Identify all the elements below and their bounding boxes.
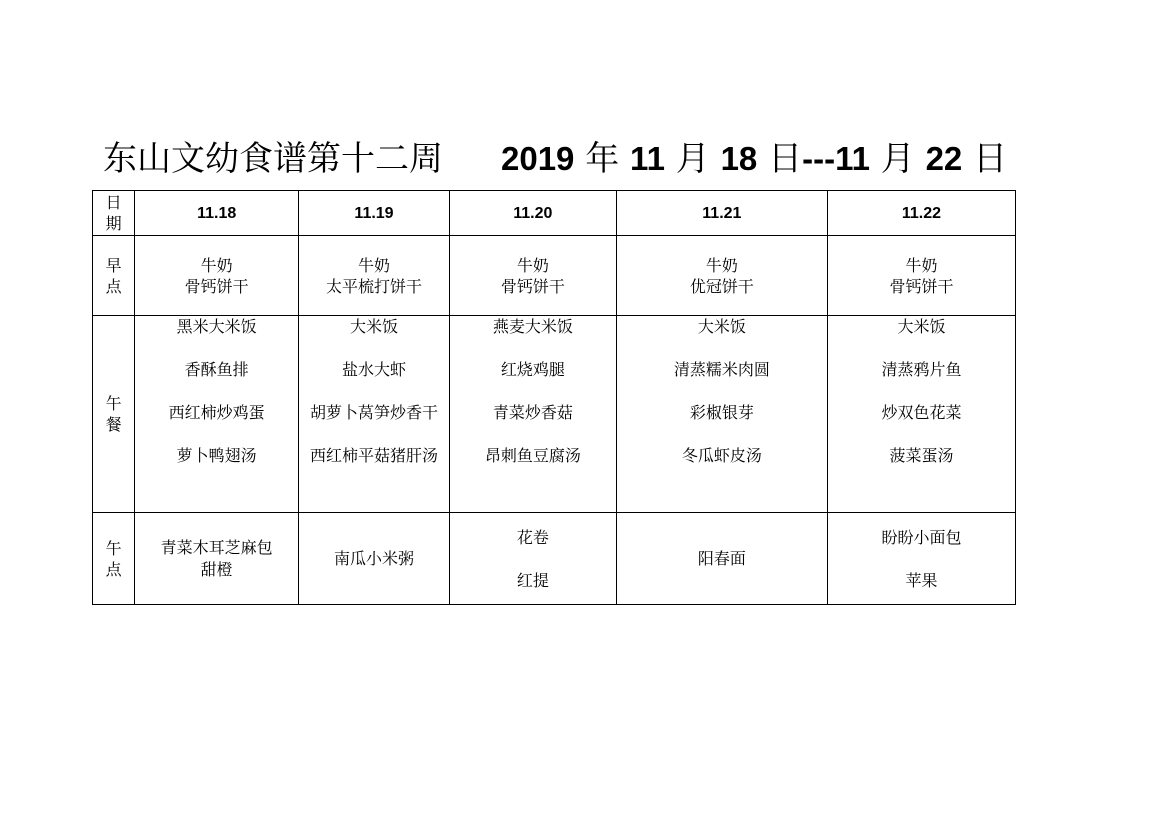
menu-item: 牛奶 [705,255,738,275]
title-nian: 年 [585,139,620,179]
title-day-end: 22 [925,140,963,177]
row-label-breakfast [93,236,135,316]
menu-item: 冬瓜虾皮汤 [681,446,762,465]
snack-cell-mon [135,513,299,605]
title-month-end: 11 [835,140,870,177]
menu-item: 太平梳打饼干 [325,276,422,296]
snack-cell-wed [449,513,616,605]
menu-item: 彩椒银芽 [689,403,754,422]
snack-cell-fri [827,513,1015,605]
lunch-cell-thu [616,316,827,513]
row-label-date [93,191,135,236]
menu-item: 大米饭 [697,317,746,336]
date-cell-thu: 11.21 [616,191,827,236]
menu-item: 甜橙 [200,559,233,579]
menu-item: 花卷 [516,527,549,547]
row-label-breakfast-line1: 早 [105,255,122,275]
menu-item: 昂刺鱼豆腐汤 [484,446,581,465]
menu-item: 胡萝卜莴笋炒香干 [309,403,438,422]
menu-item: 盐水大虾 [341,360,406,379]
menu-item: 燕麦大米饭 [492,317,573,336]
menu-item: 阳春面 [697,549,746,568]
title-ri-end: 日 [973,139,1008,179]
row-label-snack-line2: 点 [105,559,122,579]
menu-item: 红烧鸡腿 [500,360,565,379]
title-separator: --- [802,140,836,177]
menu-item: 青菜木耳芝麻包 [160,537,273,557]
page-title [103,136,1007,182]
date-cell-wed: 11.20 [449,191,616,236]
lunch-cell-mon [135,316,299,513]
date-cell-mon: 11.18 [135,191,299,236]
breakfast-cell-thu [616,236,827,316]
menu-item: 大米饭 [897,317,946,336]
title-yue-end: 月 [880,139,915,179]
row-label-snack [93,513,135,605]
row-label-lunch [93,316,135,513]
menu-item: 清蒸糯米肉圆 [673,360,770,379]
breakfast-row [93,236,1016,316]
breakfast-cell-mon [135,236,299,316]
lunch-cell-fri [827,316,1015,513]
title-year: 2019 [501,140,575,177]
row-label-snack-line1: 午 [105,538,122,558]
menu-item: 骨钙饼干 [500,276,565,296]
snack-cell-tue [299,513,450,605]
snack-row [93,513,1016,605]
menu-item: 清蒸鸦片鱼 [881,360,962,379]
menu-item: 菠菜蛋汤 [889,446,954,465]
date-row [93,191,1016,236]
menu-item: 牛奶 [516,255,549,275]
title-month-start: 11 [630,140,665,177]
row-label-breakfast-line2: 点 [105,276,122,296]
menu-item: 优冠饼干 [689,276,754,296]
breakfast-cell-fri [827,236,1015,316]
date-cell-tue: 11.19 [299,191,450,236]
menu-item: 骨钙饼干 [889,276,954,296]
row-label-date-line1: 日 [105,193,122,212]
menu-item: 大米饭 [349,317,398,336]
menu-item: 西红柿炒鸡蛋 [168,403,265,422]
menu-item: 牛奶 [357,255,390,275]
row-label-lunch-line2: 餐 [105,415,122,434]
title-ri-start: 日 [768,139,803,179]
menu-item: 红提 [516,570,549,590]
title-main: 东山文幼食谱第十二周 [103,139,443,179]
menu-item: 西红柿平菇猪肝汤 [309,446,438,465]
snack-cell-thu [616,513,827,605]
date-cell-fri: 11.22 [827,191,1015,236]
title-yue-start: 月 [675,139,710,179]
row-label-date-line2: 期 [105,214,122,233]
breakfast-cell-tue [299,236,450,316]
menu-item: 炒双色花菜 [881,403,962,422]
breakfast-cell-wed [449,236,616,316]
title-day-start: 18 [720,140,758,177]
menu-item: 骨钙饼干 [184,276,249,296]
menu-item: 盼盼小面包 [881,527,962,547]
menu-table [92,190,1016,605]
lunch-row [93,316,1016,513]
menu-item: 香酥鱼排 [184,360,249,379]
menu-item: 黑米大米饭 [176,317,257,336]
menu-item: 牛奶 [200,255,233,275]
lunch-cell-wed [449,316,616,513]
lunch-cell-tue [299,316,450,513]
menu-item: 萝卜鸭翅汤 [176,446,257,465]
row-label-lunch-line1: 午 [105,394,122,413]
menu-item: 苹果 [905,570,938,590]
menu-item: 青菜炒香菇 [492,403,573,422]
menu-item: 牛奶 [905,255,938,275]
menu-item: 南瓜小米粥 [333,549,414,568]
